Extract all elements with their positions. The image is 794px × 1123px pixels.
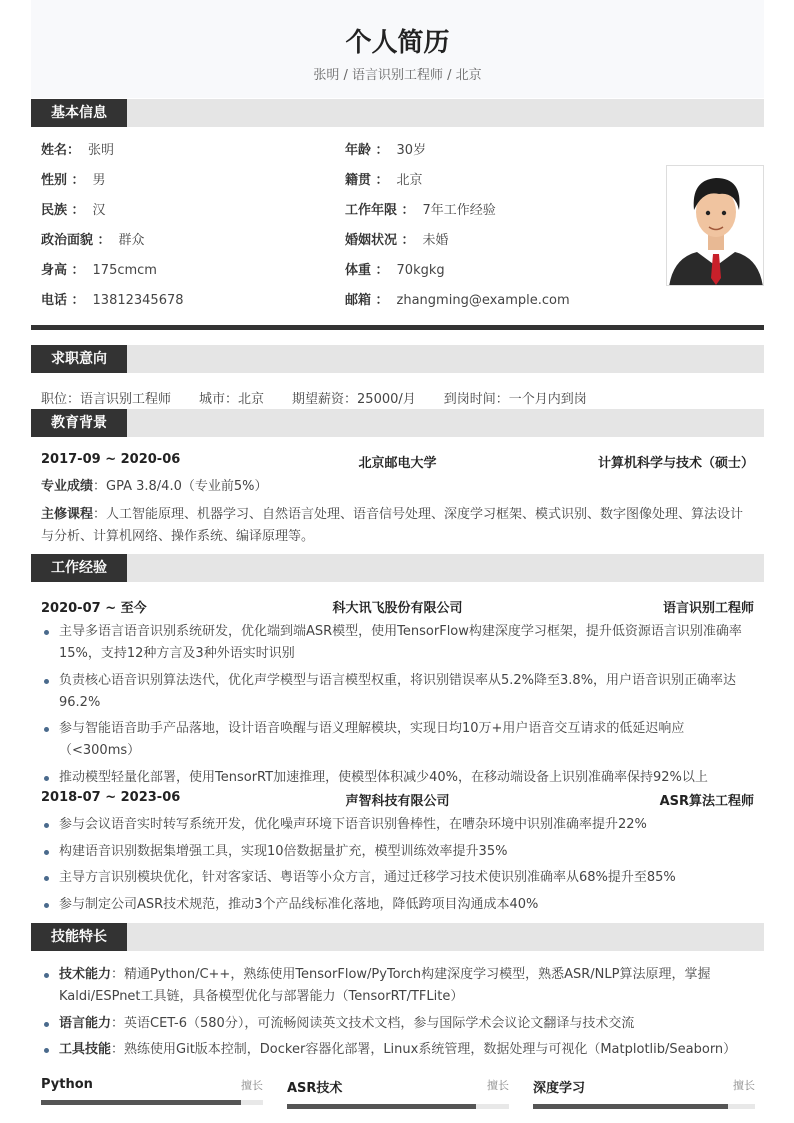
info-field <box>345 292 570 310</box>
info-value: 汉 <box>92 203 106 218</box>
edu-grade <box>41 476 756 498</box>
info-field <box>345 172 423 190</box>
list-item: 参与智能语音助手产品落地，设计语音唤醒与语义理解模块，实现日均10万+用户语音交互请求的低延迟响应（<300ms） <box>41 718 756 762</box>
info-value: 70kgkg <box>396 263 445 278</box>
section-basic-info <box>31 99 764 127</box>
info-field <box>345 262 445 280</box>
skill-bar <box>533 1077 755 1109</box>
info-label: 姓名： <box>41 143 81 158</box>
job-bullets <box>41 621 756 793</box>
section-job-intent <box>31 345 764 373</box>
info-label: 体重 ： <box>345 263 389 278</box>
skill-fill <box>533 1104 728 1109</box>
info-value: 7年工作经验 <box>422 203 496 218</box>
skill-track <box>533 1104 755 1109</box>
info-field <box>41 232 145 250</box>
skill-name: 深度学习 <box>533 1081 586 1096</box>
info-field <box>41 202 106 220</box>
list-item <box>41 964 756 1008</box>
info-value: 30岁 <box>396 143 427 158</box>
edu-major: 计算机科学与技术（硕士） <box>598 456 755 471</box>
list-item: 主导方言识别模块优化，针对客家话、粤语等小众方言，通过迁移学习技术使识别准确率从68%提升至85% <box>41 867 756 889</box>
skill-fill <box>287 1104 476 1109</box>
job-period: 2018-07 ~ 2023-06 <box>41 790 181 805</box>
info-label: 政治面貌 ： <box>41 233 111 248</box>
intent-position: 职位：语言识别工程师 <box>41 392 172 407</box>
skill-level: 擅长 <box>487 1079 509 1092</box>
section-title: 技能特长 <box>31 923 127 951</box>
intent-city: 城市：北京 <box>199 392 265 407</box>
section-work <box>31 554 764 582</box>
section-title: 基本信息 <box>31 99 127 127</box>
skill-text: ：熟练使用Git版本控制，Docker容器化部署，Linux系统管理，数据处理与可视化（Matplotlib/Seaborn） <box>111 1042 737 1057</box>
info-value: 175cmcm <box>92 263 157 278</box>
info-label: 籍贯 ： <box>345 173 389 188</box>
info-label: 年龄 ： <box>345 143 389 158</box>
edu-period: 2017-09 ~ 2020-06 <box>41 452 181 467</box>
job-header <box>41 790 754 809</box>
grade-label: 专业成绩 <box>41 479 94 494</box>
section-title: 求职意向 <box>31 345 127 373</box>
profile-photo <box>666 165 764 286</box>
skill-track <box>41 1100 263 1105</box>
skill-label: 技术能力 <box>59 967 112 982</box>
job-period: 2020-07 ~ 至今 <box>41 601 147 616</box>
info-field <box>345 202 496 220</box>
list-item: 参与制定公司ASR技术规范，推动3个产品线标准化落地，降低跨项目沟通成本40% <box>41 894 756 916</box>
info-field <box>41 262 157 280</box>
section-skills <box>31 923 764 951</box>
page-title: 个人简历 <box>345 28 450 58</box>
page-subtitle: 张明 / 语言识别工程师 / 北京 <box>313 68 482 83</box>
info-field <box>41 172 106 190</box>
edu-school: 北京邮电大学 <box>358 456 437 471</box>
info-value: 张明 <box>88 143 115 158</box>
list-item: 参与会议语音实时转写系统开发，优化噪声环境下语音识别鲁棒性，在嘈杂环境中识别准确率提升22% <box>41 814 756 836</box>
info-value: 群众 <box>118 233 145 248</box>
skill-bar <box>287 1077 509 1109</box>
skill-level: 擅长 <box>733 1079 755 1092</box>
intent-salary: 期望薪资：25000/月 <box>292 392 416 407</box>
info-value: 13812345678 <box>92 293 184 308</box>
list-item: 构建语音识别数据集增强工具，实现10倍数据量扩充，模型训练效率提升35% <box>41 841 756 863</box>
job-company: 科大讯飞股份有限公司 <box>332 601 463 616</box>
skill-track <box>287 1104 509 1109</box>
skill-name: ASR技术 <box>287 1081 343 1096</box>
skill-text: ：英语CET-6（580分），可流畅阅读英文技术文档，参与国际学术会议论文翻译与技术交流 <box>111 1015 635 1031</box>
skill-level: 擅长 <box>241 1079 263 1092</box>
info-label: 婚姻状况 ： <box>345 233 415 248</box>
skill-name: Python <box>41 1077 93 1092</box>
list-item <box>41 1013 756 1035</box>
job-intent-row <box>41 388 587 407</box>
grade-value: ：GPA 3.8/4.0（专业前5%） <box>93 479 268 494</box>
section-title: 教育背景 <box>31 409 127 437</box>
job-company: 声智科技有限公司 <box>345 794 450 809</box>
courses-value: ：人工智能原理、机器学习、自然语言处理、语音信号处理、深度学习框架、模式识别、数字图像处理、算法设计与分析、计算机网络、操作系统、编译原理等。 <box>41 507 744 544</box>
skill-fill <box>41 1100 241 1105</box>
info-field <box>345 142 426 160</box>
list-item <box>41 1039 756 1061</box>
list-item: 主导多语言语音识别系统研发，优化端到端ASR模型，使用TensorFlow构建深度学习框架，提升低资源语言识别准确率15%，支持12种方言及3种外语实时识别 <box>41 621 756 665</box>
skills-list <box>41 964 756 1066</box>
job-title: 语言识别工程师 <box>663 601 755 616</box>
intent-start: 到岗时间：一个月内到岗 <box>443 392 587 407</box>
info-field <box>345 232 449 250</box>
info-field <box>41 142 114 160</box>
courses-label: 主修课程 <box>41 507 94 522</box>
section-title: 工作经验 <box>31 554 127 582</box>
info-label: 民族 ： <box>41 203 85 218</box>
section-education <box>31 409 764 437</box>
info-value: 北京 <box>396 173 423 188</box>
info-label: 电话 ： <box>41 293 85 308</box>
info-label: 工作年限 ： <box>345 203 415 218</box>
edu-courses <box>41 504 756 548</box>
skill-bar <box>41 1077 263 1105</box>
skill-text: ：精通Python/C++，熟练使用TensorFlow/PyTorch构建深度学习模型，熟悉ASR/NLP算法原理，掌握Kaldi/ESPnet工具链，具备模型优化与部署能力（TensorRT/TFLite） <box>59 967 711 1004</box>
list-item: 负责核心语音识别算法迭代，优化声学模型与语言模型权重，将识别错误率从5.2%降至3.8%，用户语音识别正确率达96.2% <box>41 670 756 714</box>
info-value: 男 <box>92 173 106 188</box>
education-header <box>41 452 754 471</box>
skill-label: 工具技能 <box>59 1042 112 1057</box>
list-item: 推动模型轻量化部署，使用TensorRT加速推理，使模型体积减少40%，在移动端设备上识别准确率保持92%以上 <box>41 767 756 789</box>
info-label: 邮箱 ： <box>345 293 389 308</box>
info-value: 未婚 <box>422 233 449 248</box>
info-field <box>41 292 184 310</box>
info-label: 性别 ： <box>41 173 85 188</box>
resume-header <box>31 0 764 98</box>
job-title: ASR算法工程师 <box>659 794 755 809</box>
info-label: 身高 ： <box>41 263 85 278</box>
info-value: zhangming@example.com <box>396 293 570 308</box>
skill-label: 语言能力 <box>59 1015 112 1031</box>
job-header <box>41 597 754 616</box>
divider <box>31 325 764 330</box>
job-bullets <box>41 814 756 920</box>
